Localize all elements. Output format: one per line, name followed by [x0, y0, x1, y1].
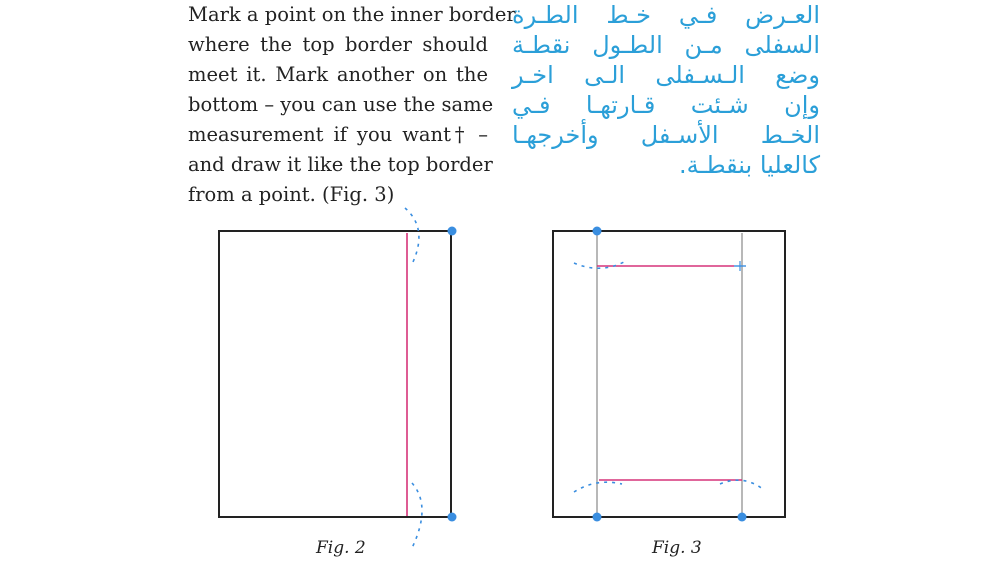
- fig2-top-point: [448, 227, 457, 236]
- fig3-top-left-arc: [574, 262, 624, 268]
- fig2-bottom-point: [448, 513, 457, 522]
- arabic-line-6: كالعليا بنقطـة.: [678, 151, 820, 179]
- fig2-frame: [219, 231, 451, 517]
- english-line-3: meet it. Mark another on the: [188, 63, 488, 86]
- fig3-frame: [553, 231, 785, 517]
- figure-2: [219, 208, 457, 548]
- fig3-bottom-right-point: [738, 513, 747, 522]
- fig3-caption: Fig. 3: [652, 538, 702, 558]
- fig3-top-left-point: [593, 227, 602, 236]
- fig3-bottom-left-point: [593, 513, 602, 522]
- arabic-line-1: العـرض فـي خـط الطـرة: [512, 1, 820, 29]
- fig3-bottom-left-arc: [574, 482, 622, 492]
- english-line-6: and draw it like the top border: [188, 153, 493, 176]
- english-line-2: where the top border should: [188, 33, 488, 56]
- fig2-caption: Fig. 2: [316, 538, 366, 558]
- arabic-line-4: وإن شـئت قـارتهـا فـي: [512, 91, 820, 119]
- fig2-bottom-arc: [412, 483, 422, 548]
- english-line-1: Mark a point on the inner border: [188, 3, 516, 26]
- arabic-line-2: السفلى مـن الطـول نقطـة: [512, 31, 820, 59]
- english-line-5: measurement if you want† –: [188, 123, 488, 146]
- arabic-line-3: وضع الـسـفلى الـى اخـر: [512, 61, 820, 89]
- english-line-4: bottom – you can use the same: [188, 93, 494, 116]
- arabic-line-5: الخـط الأسـفل وأخرجهـا: [512, 121, 820, 149]
- english-line-7: from a point. (Fig. 3): [188, 183, 395, 206]
- figure-3: [553, 227, 785, 522]
